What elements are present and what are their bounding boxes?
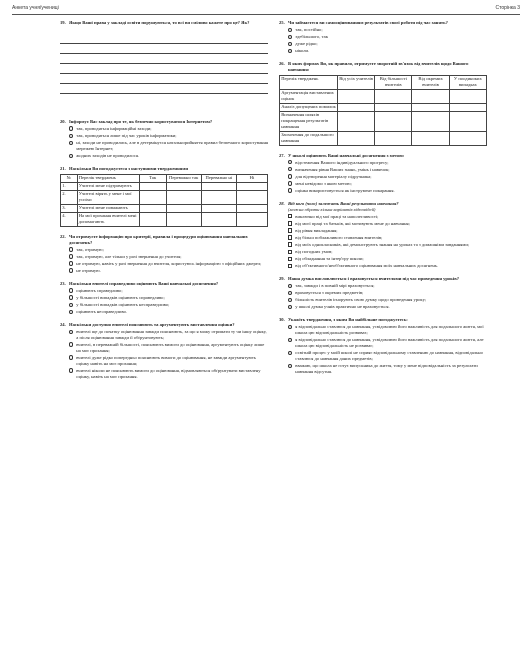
- table-row: 4. На мої прохання вчителі мені допомагають: [61, 212, 268, 226]
- checkbox-option[interactable]: виключно від мої праці та наполегливості;: [279, 214, 487, 220]
- radio-option[interactable]: оцінка використовується як інструмент покарання.: [279, 188, 487, 194]
- radio-option[interactable]: вважаю, що школа не готує випускника до життя, тому у мене відповідальність за результати навчання відсутня.: [279, 363, 487, 375]
- answer-cell[interactable]: [337, 103, 374, 111]
- question-text: В яких формах Ви, як правило, отримуєте зворотній зв'язок від вчителів щодо Вашого навчання:: [288, 61, 469, 72]
- radio-option[interactable]: жодних заходів не проводилося.: [60, 153, 268, 159]
- answer-line[interactable]: [60, 64, 268, 74]
- question-30: 30. Укажіть твердження, з яким Ви найбільше погоджуєтесь: я відповідально ставлюся до навчання, усвідомлюю його важливість для подальшого життя, мої школа цю відповідальність розвиває; я відповідально ставлюся до навчання, усвідомлюю його важливість для подальшого життя, але школа цю відповідальність не розвиває; освітній процес у моїй школі не сприяє відповідальному ставленню до навчання, відповідально ставлюся до навчання даних предметів; вважаю, що школа не готує випускника до життя, тому у мене відповідальність за результати навчання відсутня.: [279, 317, 487, 375]
- radio-option[interactable]: у школі думка учнів практично не враховується.: [279, 304, 487, 310]
- answer-cell[interactable]: [236, 212, 267, 226]
- answer-cell[interactable]: [449, 103, 486, 111]
- table-header: Від окремих вчителів: [412, 75, 449, 89]
- table-header: Так: [139, 174, 166, 182]
- answer-cell[interactable]: [201, 190, 236, 204]
- question-text: Якщо Ваші права у закладі освіти порушуються, то всі ви сміливо кажете про це? Як?: [69, 20, 250, 25]
- answer-cell[interactable]: [166, 204, 201, 212]
- table-header: Від усіх учителів: [337, 75, 374, 89]
- radio-option[interactable]: так, проводяться лише під час уроків інформатики;: [60, 133, 268, 139]
- answer-cell[interactable]: [375, 131, 412, 145]
- answer-cell[interactable]: [412, 89, 449, 103]
- question-22: 22. Чи отримуєте інформацію про критерії, правила і процедури оцінювання навчальних досягнень? так, отримую; так, отримую, але тільки у разі звернення до учителя; не отримую, навіть у разі звернення до вчителя, користуюсь інформацією з офіційних джерел; не отримую.: [60, 234, 268, 274]
- table-header: Переважно так: [166, 174, 201, 182]
- radio-option[interactable]: у більшості випадків оцінюють несправедливо;: [60, 302, 268, 308]
- radio-icon[interactable]: [288, 28, 292, 32]
- header-title: Анкета учня/учениці: [12, 5, 59, 11]
- radio-icon[interactable]: [288, 35, 292, 39]
- question-text: Наскільки вчителі справедливо оцінюють Ваші навчальні досягнення?: [69, 280, 219, 286]
- answer-cell[interactable]: [166, 212, 201, 226]
- checkbox-option[interactable]: від об'єктивного/необ'єктивного оцінювання моїх навчальних досягнень.: [279, 263, 487, 269]
- radio-option[interactable]: більшість вчителів ігнорують свою думку щодо проведення уроку;: [279, 297, 487, 303]
- table-row: Аналіз допущених помилок: [280, 103, 487, 111]
- radio-option[interactable]: для відтворення матеріалу підручника;: [279, 174, 487, 180]
- radio-option[interactable]: так, завжди і в повній мірі враховується;: [279, 283, 487, 289]
- radio-icon[interactable]: [288, 42, 292, 46]
- radio-icon[interactable]: [69, 141, 73, 145]
- radio-option[interactable]: так, постійно;: [279, 27, 487, 33]
- question-hint: (можна обрати кілька варіантів відповідей): [288, 206, 376, 212]
- radio-icon[interactable]: [69, 288, 73, 292]
- radio-option[interactable]: у більшості випадків оцінюють справедливо;: [60, 295, 268, 301]
- answer-cell[interactable]: [236, 190, 267, 204]
- checkbox-icon[interactable]: [288, 264, 292, 268]
- page-header: [12, 5, 520, 15]
- radio-icon[interactable]: [69, 261, 73, 265]
- checkbox-icon[interactable]: [288, 214, 292, 218]
- table-header: Перелік тверджень: [280, 75, 338, 89]
- answer-cell[interactable]: [139, 182, 166, 190]
- question-29: 29. Наша думка висловлюється і враховується вчителями під час проведення уроків? так, завжди і в повній мірі враховується; враховується з окремих предметів; більшість вчителів ігнорують свою думку щодо проведення уроку; у школі думка учнів практично не враховується.: [279, 276, 487, 310]
- answer-cell[interactable]: [375, 89, 412, 103]
- radio-icon[interactable]: [69, 134, 73, 138]
- question-text: Інформує Вас заклад про те, як безпечно користуватися Інтернетом?: [69, 118, 213, 124]
- table-header: Перелік тверджень: [77, 174, 139, 182]
- checkbox-option[interactable]: від більш поблажливого ставлення вчителів;: [279, 235, 487, 241]
- checkbox-option[interactable]: від моєї праці та батьків, які мотивують мене до навчання;: [279, 221, 487, 227]
- answer-cell[interactable]: [236, 204, 267, 212]
- radio-icon[interactable]: [69, 330, 73, 334]
- checkbox-icon[interactable]: [288, 257, 292, 261]
- table-row: 1. Учителі мене підтримують: [61, 182, 268, 190]
- checkbox-icon[interactable]: [288, 228, 292, 232]
- radio-icon[interactable]: [288, 167, 292, 171]
- radio-option[interactable]: дуже рідко;: [279, 41, 487, 47]
- question-text: Наша думка висловлюється і враховується вчителями під час проведення уроків?: [288, 276, 459, 281]
- answer-cell[interactable]: [449, 89, 486, 103]
- checkbox-icon[interactable]: [288, 235, 292, 239]
- table-row: Аргументація виставлених оцінок: [280, 89, 487, 103]
- radio-icon[interactable]: [288, 325, 292, 329]
- radio-icon[interactable]: [288, 338, 292, 342]
- answer-line[interactable]: [60, 44, 268, 54]
- answer-cell[interactable]: [449, 131, 486, 145]
- radio-icon[interactable]: [288, 284, 292, 288]
- answer-cell[interactable]: [337, 89, 374, 103]
- radio-option[interactable]: оцінюють справедливо;: [60, 288, 268, 294]
- radio-icon[interactable]: [288, 174, 292, 178]
- radio-icon[interactable]: [69, 342, 73, 346]
- answer-line[interactable]: [60, 54, 268, 64]
- answer-line[interactable]: [60, 84, 268, 94]
- table-header: Від більшості вчителів: [375, 75, 412, 89]
- question-19: 19. Якщо Ваші права у закладі освіти порушуються, то всі ви сміливо кажете про це? Як?: [60, 20, 268, 94]
- radio-icon[interactable]: [69, 254, 73, 258]
- question-26: 26. В яких формах Ви, як правило, отримуєте зворотній зв'язок від вчителів щодо Вашого навчання: Перелік тверджень Від усіх учителів Від більшості вчителів Від окремих вчителів У поодиноких випадках Аргументація виставлених оцінок Аналіз допущених помилок Визначення шляхів покращення результатів навчання Заохочення до подальшого навчання: [279, 61, 487, 145]
- answer-cell[interactable]: [139, 212, 166, 226]
- left-column: [60, 20, 268, 387]
- radio-icon[interactable]: [288, 364, 292, 368]
- table-header: Ні: [236, 174, 267, 182]
- table-row: 2. Учителі вірять у мене і мої успіхи: [61, 190, 268, 204]
- answer-cell[interactable]: [375, 111, 412, 131]
- radio-option[interactable]: вчителі, в переважній більшості, пояснюють вимоги до оцінювання, аргументують оцінку лише на моє прохання;: [60, 342, 268, 354]
- radio-icon[interactable]: [288, 160, 292, 164]
- radio-option[interactable]: вчителі ще до початку оцінювання завжди пояснюють, за що я можу отримати ту чи іншу оцінку, а після оцінювання завжди її обґрунтовують;: [60, 329, 268, 341]
- radio-option[interactable]: ніколи.: [279, 48, 487, 54]
- answer-cell[interactable]: [337, 111, 374, 131]
- radio-option[interactable]: визначення рівня Ваших знань, умінь і навичок;: [279, 167, 487, 173]
- question-text: Чи займаєтеся ви самооцінюванням результатів своєї роботи під час занять?: [288, 20, 448, 25]
- radio-option[interactable]: так, отримую;: [60, 247, 268, 253]
- table-row: Визначення шляхів покращення результатів навчання: [280, 111, 487, 131]
- table-header: Переважно ні: [201, 174, 236, 182]
- checkbox-option[interactable]: від рівня викладання;: [279, 228, 487, 234]
- answer-cell[interactable]: [412, 131, 449, 145]
- question-25: 25. Чи займаєтеся ви самооцінюванням результатів своєї роботи під час занять? так, постійно; здебільшого, так дуже рідко; ніколи.: [279, 20, 487, 54]
- radio-icon[interactable]: [69, 310, 73, 314]
- answer-line[interactable]: [60, 74, 268, 84]
- radio-option[interactable]: так, отримую, але тільки у разі звернення до учителя;: [60, 254, 268, 260]
- checkbox-icon[interactable]: [288, 221, 292, 225]
- radio-option[interactable]: не отримую, навіть у разі звернення до вчителя, користуюсь інформацією з офіційних джерел;: [60, 261, 268, 267]
- radio-icon[interactable]: [69, 355, 73, 359]
- table-header: №: [61, 174, 78, 182]
- radio-icon[interactable]: [69, 268, 73, 272]
- right-column: [279, 20, 487, 382]
- answer-line[interactable]: [60, 34, 268, 44]
- question-27: 27. У школі оцінюють Ваші навчальні досягнення з метою: відстеження Вашого індивідуального прогресу; визначення рівня Ваших знань, умінь і навичок; для відтворення матеріалу підручника; мені невідомо з якою метою; оцінка використовується як інструмент покарання.: [279, 153, 487, 194]
- radio-icon[interactable]: [69, 295, 73, 299]
- table-row: 3. Учителі мене поважають: [61, 204, 268, 212]
- question-21: 21. Наскільки Ви погоджуєтеся з наступними твердженнями № Перелік тверджень Так Переважно так Переважно ні Ні 1. Учителі мене підтримують 2. Учителі вірять у мене і мої успіхи 3. Учителі мене поважають 4. На мої прохання вчителі мені допомагають: [60, 166, 268, 227]
- radio-icon[interactable]: [288, 181, 292, 185]
- answer-cell[interactable]: [412, 103, 449, 111]
- radio-option[interactable]: оцінюють несправедливо.: [60, 309, 268, 315]
- question-20: 20. Інформує Вас заклад про те, як безпечно користуватися Інтернетом? так, проводяться інформаційні заходи; так, проводяться лише під час уроків інформатики; ні, заходи не проводились, але в детермінуєся натальнорийняття правил безпечного користування мережею Інтернет; жодних заходів не проводилося.: [60, 118, 269, 158]
- answer-cell[interactable]: [375, 103, 412, 111]
- radio-option[interactable]: враховується з окремих предметів;: [279, 290, 487, 296]
- radio-icon[interactable]: [288, 305, 292, 309]
- question-23: 23. Наскільки вчителі справедливо оцінюють Ваші навчальні досягнення? оцінюють справедливо; у більшості випадків оцінюють справедливо; у більшості випадків оцінюють несправедливо; оцінюють несправедливо.: [60, 281, 268, 315]
- radio-option[interactable]: ні, заходи не проводились, але в детермінуєся натальнорийняття правил безпечного користування мережею Інтернет;: [60, 140, 268, 152]
- radio-option[interactable]: я відповідально ставлюся до навчання, усвідомлюю його важливість для подальшого життя, мої школа цю відповідальність розвиває;: [279, 324, 487, 336]
- question-text: У школі оцінюють Ваші навчальні досягнення з метою:: [288, 152, 405, 158]
- question-text: Наскільки Ви погоджуєтеся з наступними твердженнями: [69, 165, 188, 171]
- radio-icon[interactable]: [69, 247, 73, 251]
- question-text: Від кого (чого) залежать Ваші результати навчання?: [288, 200, 399, 206]
- radio-option[interactable]: не отримую.: [60, 268, 268, 274]
- radio-icon[interactable]: [288, 291, 292, 295]
- feedback-table: [279, 75, 487, 146]
- question-24: 24. Наскільки доступно вчителі пояснюють та аргументують виставлення оцінки? вчителі ще до початку оцінювання завжди пояснюють, за що я можу отримати ту чи іншу оцінку, а після оцінювання завжди її обґрунтовують; вчителі, в переважній більшості, пояснюють вимоги до оцінювання, аргументують оцінку лише на моє прохання; вчителі дуже рідко попередньо пояснюють вимоги до оцінювання, не завжди аргументують оцінку навіть на моє прохання; вчителі ніколи не пояснюють вимоги до оцінювання, відмовляються обґрунтувати виставлену оцінку, навіть на моє прохання.: [60, 321, 267, 379]
- checkbox-option[interactable]: від погодних умов;: [279, 249, 487, 255]
- answer-cell[interactable]: [236, 182, 267, 190]
- question-text: Укажіть твердження, з яким Ви найбільше погоджуєтесь:: [288, 317, 408, 323]
- answer-cell[interactable]: [201, 182, 236, 190]
- checkbox-icon[interactable]: [288, 250, 292, 254]
- radio-icon[interactable]: [288, 298, 292, 302]
- answer-cell[interactable]: [337, 131, 374, 145]
- answer-cell[interactable]: [139, 204, 166, 212]
- checkbox-option[interactable]: від обладнання та інтер'єру школи;: [279, 256, 487, 262]
- answer-cell[interactable]: [412, 111, 449, 131]
- answer-cell[interactable]: [201, 204, 236, 212]
- answer-cell[interactable]: [449, 111, 486, 131]
- answer-cell[interactable]: [166, 182, 201, 190]
- radio-option[interactable]: здебільшого, так: [279, 34, 487, 40]
- radio-icon[interactable]: [288, 49, 292, 53]
- radio-option[interactable]: я відповідально ставлюся до навчання, усвідомлюю його важливість для подальшого життя, але школа цю відповідальність не розвиває;: [279, 337, 487, 349]
- answer-lines[interactable]: [60, 34, 268, 94]
- agreement-table: [60, 174, 268, 227]
- radio-icon[interactable]: [69, 154, 73, 158]
- radio-option[interactable]: відстеження Вашого індивідуального прогресу;: [279, 160, 487, 166]
- radio-option[interactable]: вчителі дуже рідко попередньо пояснюють вимоги до оцінювання, не завжди аргументують оцінку навіть на моє прохання;: [60, 355, 268, 367]
- checkbox-option[interactable]: від моїх однокласників, які демонструють знання на уроках та з домашніми завданнями;: [279, 242, 487, 248]
- radio-icon[interactable]: [288, 351, 292, 355]
- question-28: 28. Від кого (чого) залежать Ваші результати навчання? (можна обрати кілька варіантів відповідей) виключно від мої праці та наполегливості; від моєї праці та батьків, які мотивують мене до навчання; від рівня викладання; від більш поблажливого ставлення вчителів; від моїх однокласників, які демонструють знання на уроках та з домашніми завданнями; від погодних умов; від обладнання та інтер'єру школи; від об'єктивного/необ'єктивного оцінювання моїх навчальних досягнень.: [279, 201, 487, 269]
- answer-cell[interactable]: [166, 190, 201, 204]
- radio-icon[interactable]: [69, 303, 73, 307]
- answer-cell[interactable]: [139, 190, 166, 204]
- radio-option[interactable]: освітній процес у моїй школі не сприяє відповідальному ставленню до навчання, відповідально ставлюся до навчання даних предметів;: [279, 350, 487, 362]
- radio-icon[interactable]: [69, 126, 73, 130]
- question-text: Наскільки доступно вчителі пояснюють та аргументують виставлення оцінки?: [69, 321, 235, 327]
- radio-option[interactable]: так, проводяться інформаційні заходи;: [60, 126, 268, 132]
- question-text: Чи отримуєте інформацію про критерії, правила і процедури оцінювання навчальних досягнень?: [69, 233, 248, 245]
- radio-icon[interactable]: [288, 188, 292, 192]
- page-number: Сторінка 3: [495, 5, 520, 11]
- answer-cell[interactable]: [201, 212, 236, 226]
- radio-icon[interactable]: [69, 368, 73, 372]
- checkbox-icon[interactable]: [288, 242, 292, 246]
- table-row: Заохочення до подальшого навчання: [280, 131, 487, 145]
- radio-option[interactable]: вчителі ніколи не пояснюють вимоги до оцінювання, відмовляються обґрунтувати виставлену оцінку, навіть на моє прохання.: [60, 368, 268, 380]
- radio-option[interactable]: мені невідомо з якою метою;: [279, 181, 487, 187]
- table-header: У поодиноких випадках: [449, 75, 486, 89]
